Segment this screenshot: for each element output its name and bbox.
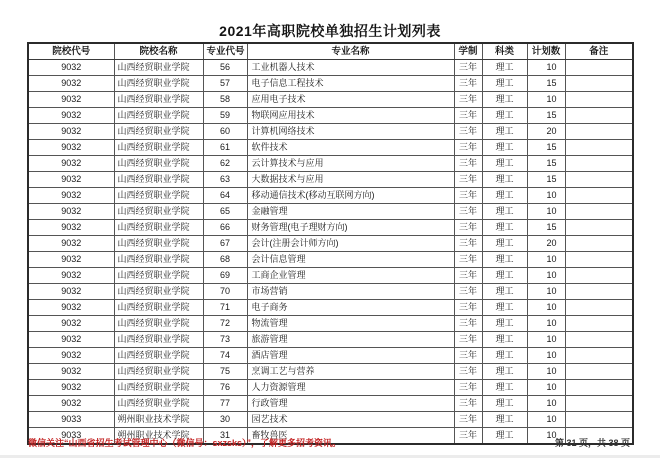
cell-major-name: 电子信息工程技术 (247, 76, 454, 92)
cell-college-name: 山西经贸职业学院 (114, 124, 203, 140)
cell-remark (565, 76, 633, 92)
cell-duration: 三年 (454, 156, 482, 172)
table-row (28, 172, 633, 188)
cell-plan-count: 10 (527, 300, 565, 316)
cell-college-name: 山西经贸职业学院 (114, 76, 203, 92)
cell-major-name: 金融管理 (247, 204, 454, 220)
cell-college-code: 9032 (28, 76, 114, 92)
cell-college-code: 9032 (28, 364, 114, 380)
cell-remark (565, 156, 633, 172)
page-edge-shadow (0, 455, 660, 458)
cell-category: 理工 (482, 76, 527, 92)
cell-plan-count: 10 (527, 60, 565, 76)
cell-plan-count: 15 (527, 156, 565, 172)
cell-remark (565, 204, 633, 220)
cell-major-name: 酒店管理 (247, 348, 454, 364)
cell-college-name: 山西经贸职业学院 (114, 172, 203, 188)
cell-duration: 三年 (454, 300, 482, 316)
cell-college-code: 9032 (28, 140, 114, 156)
cell-duration: 三年 (454, 348, 482, 364)
cell-major-name: 畜牧兽医 (247, 428, 454, 445)
enrollment-plan-table (27, 42, 634, 445)
cell-category: 理工 (482, 140, 527, 156)
cell-remark (565, 124, 633, 140)
page-number-indicator: 第 31 页，共 38 页 (554, 438, 630, 448)
cell-category: 理工 (482, 412, 527, 428)
cell-college-name: 山西经贸职业学院 (114, 396, 203, 412)
cell-remark (565, 412, 633, 428)
table-row (28, 396, 633, 412)
cell-major-name: 财务管理(电子理财方向) (247, 220, 454, 236)
cell-major-code: 59 (203, 108, 247, 124)
cell-college-code: 9032 (28, 380, 114, 396)
cell-remark (565, 380, 633, 396)
cell-major-name: 软件技术 (247, 140, 454, 156)
table-row (28, 124, 633, 140)
cell-remark (565, 108, 633, 124)
cell-major-code: 61 (203, 140, 247, 156)
cell-college-name: 朔州职业技术学院 (114, 412, 203, 428)
cell-college-code: 9032 (28, 188, 114, 204)
cell-college-name: 山西经贸职业学院 (114, 236, 203, 252)
cell-duration: 三年 (454, 364, 482, 380)
cell-duration: 三年 (454, 236, 482, 252)
table-row (28, 364, 633, 380)
table-row (28, 76, 633, 92)
cell-duration: 三年 (454, 252, 482, 268)
cell-major-code: 66 (203, 220, 247, 236)
column-header-category: 科类 (482, 43, 527, 60)
table-row (28, 412, 633, 428)
cell-plan-count: 20 (527, 124, 565, 140)
cell-college-name: 山西经贸职业学院 (114, 300, 203, 316)
cell-college-name: 山西经贸职业学院 (114, 252, 203, 268)
cell-plan-count: 10 (527, 188, 565, 204)
table-row (28, 332, 633, 348)
cell-remark (565, 300, 633, 316)
cell-major-code: 76 (203, 380, 247, 396)
cell-college-name: 山西经贸职业学院 (114, 60, 203, 76)
cell-major-code: 69 (203, 268, 247, 284)
cell-college-name: 山西经贸职业学院 (114, 380, 203, 396)
cell-remark (565, 220, 633, 236)
cell-plan-count: 10 (527, 364, 565, 380)
cell-major-code: 68 (203, 252, 247, 268)
cell-plan-count: 10 (527, 428, 565, 445)
cell-plan-count: 10 (527, 396, 565, 412)
cell-category: 理工 (482, 172, 527, 188)
cell-major-name: 大数据技术与应用 (247, 172, 454, 188)
cell-remark (565, 236, 633, 252)
cell-major-code: 70 (203, 284, 247, 300)
cell-college-code: 9032 (28, 156, 114, 172)
cell-category: 理工 (482, 332, 527, 348)
cell-duration: 三年 (454, 284, 482, 300)
cell-college-code: 9032 (28, 284, 114, 300)
cell-major-name: 移动通信技术(移动互联网方向) (247, 188, 454, 204)
cell-duration: 三年 (454, 92, 482, 108)
cell-plan-count: 10 (527, 380, 565, 396)
cell-college-code: 9032 (28, 172, 114, 188)
cell-major-name: 会计(注册会计师方向) (247, 236, 454, 252)
cell-major-name: 电子商务 (247, 300, 454, 316)
cell-duration: 三年 (454, 428, 482, 445)
column-header-college-name: 院校名称 (114, 43, 203, 60)
cell-college-name: 山西经贸职业学院 (114, 268, 203, 284)
cell-major-name: 市场营销 (247, 284, 454, 300)
cell-college-code: 9032 (28, 300, 114, 316)
column-header-plan-count: 计划数 (527, 43, 565, 60)
cell-duration: 三年 (454, 332, 482, 348)
cell-college-code: 9032 (28, 316, 114, 332)
cell-category: 理工 (482, 156, 527, 172)
table-row (28, 188, 633, 204)
cell-college-name: 山西经贸职业学院 (114, 348, 203, 364)
cell-major-code: 74 (203, 348, 247, 364)
table-row (28, 252, 633, 268)
cell-category: 理工 (482, 396, 527, 412)
cell-plan-count: 15 (527, 140, 565, 156)
cell-category: 理工 (482, 252, 527, 268)
cell-plan-count: 10 (527, 412, 565, 428)
header-row (28, 43, 633, 60)
cell-college-code: 9032 (28, 252, 114, 268)
cell-major-code: 30 (203, 412, 247, 428)
cell-college-code: 9032 (28, 396, 114, 412)
cell-category: 理工 (482, 300, 527, 316)
cell-college-name: 山西经贸职业学院 (114, 140, 203, 156)
table-row (28, 60, 633, 76)
cell-major-code: 57 (203, 76, 247, 92)
cell-category: 理工 (482, 428, 527, 445)
cell-remark (565, 364, 633, 380)
cell-remark (565, 316, 633, 332)
cell-remark (565, 268, 633, 284)
cell-college-code: 9033 (28, 412, 114, 428)
cell-major-name: 旅游管理 (247, 332, 454, 348)
cell-major-name: 烹调工艺与营养 (247, 364, 454, 380)
cell-college-name: 山西经贸职业学院 (114, 92, 203, 108)
cell-category: 理工 (482, 220, 527, 236)
cell-college-name: 朔州职业技术学院 (114, 428, 203, 445)
cell-category: 理工 (482, 204, 527, 220)
table-row (28, 140, 633, 156)
cell-duration: 三年 (454, 140, 482, 156)
cell-duration: 三年 (454, 60, 482, 76)
cell-college-name: 山西经贸职业学院 (114, 220, 203, 236)
cell-college-code: 9032 (28, 204, 114, 220)
cell-category: 理工 (482, 380, 527, 396)
cell-remark (565, 396, 633, 412)
cell-major-code: 63 (203, 172, 247, 188)
cell-category: 理工 (482, 108, 527, 124)
cell-remark (565, 252, 633, 268)
wechat-notice: 微信关注“山西省招生考试管理中心（微信号：sxzsks）”，了解更多招考资讯。 (28, 438, 342, 448)
cell-remark (565, 60, 633, 76)
cell-major-code: 65 (203, 204, 247, 220)
cell-major-code: 56 (203, 60, 247, 76)
cell-plan-count: 10 (527, 284, 565, 300)
cell-college-name: 山西经贸职业学院 (114, 156, 203, 172)
cell-category: 理工 (482, 236, 527, 252)
cell-college-code: 9032 (28, 236, 114, 252)
cell-major-code: 77 (203, 396, 247, 412)
table-row (28, 156, 633, 172)
cell-remark (565, 140, 633, 156)
cell-plan-count: 10 (527, 92, 565, 108)
cell-major-name: 物联网应用技术 (247, 108, 454, 124)
cell-remark (565, 284, 633, 300)
cell-major-name: 计算机网络技术 (247, 124, 454, 140)
table-body (28, 60, 633, 445)
table-row (28, 316, 633, 332)
cell-major-code: 58 (203, 92, 247, 108)
table-row (28, 204, 633, 220)
cell-category: 理工 (482, 316, 527, 332)
table-row (28, 380, 633, 396)
cell-major-name: 园艺技术 (247, 412, 454, 428)
table-row (28, 220, 633, 236)
cell-major-code: 60 (203, 124, 247, 140)
cell-major-code: 31 (203, 428, 247, 445)
cell-remark (565, 332, 633, 348)
cell-plan-count: 10 (527, 316, 565, 332)
table-row (28, 348, 633, 364)
table-row (28, 284, 633, 300)
cell-college-code: 9032 (28, 92, 114, 108)
cell-college-code: 9032 (28, 332, 114, 348)
cell-major-name: 云计算技术与应用 (247, 156, 454, 172)
table-row (28, 108, 633, 124)
cell-plan-count: 15 (527, 220, 565, 236)
cell-remark (565, 188, 633, 204)
cell-college-name: 山西经贸职业学院 (114, 364, 203, 380)
cell-college-code: 9032 (28, 268, 114, 284)
cell-category: 理工 (482, 124, 527, 140)
cell-college-code: 9032 (28, 60, 114, 76)
cell-college-name: 山西经贸职业学院 (114, 204, 203, 220)
cell-college-name: 山西经贸职业学院 (114, 188, 203, 204)
cell-plan-count: 15 (527, 76, 565, 92)
cell-duration: 三年 (454, 396, 482, 412)
cell-major-code: 62 (203, 156, 247, 172)
cell-category: 理工 (482, 364, 527, 380)
cell-duration: 三年 (454, 380, 482, 396)
cell-plan-count: 20 (527, 236, 565, 252)
cell-college-name: 山西经贸职业学院 (114, 284, 203, 300)
cell-category: 理工 (482, 188, 527, 204)
cell-duration: 三年 (454, 76, 482, 92)
cell-duration: 三年 (454, 412, 482, 428)
cell-duration: 三年 (454, 204, 482, 220)
cell-major-name: 工商企业管理 (247, 268, 454, 284)
table-row (28, 236, 633, 252)
cell-major-code: 75 (203, 364, 247, 380)
cell-major-code: 67 (203, 236, 247, 252)
cell-college-name: 山西经贸职业学院 (114, 316, 203, 332)
cell-remark (565, 348, 633, 364)
table-row (28, 268, 633, 284)
cell-category: 理工 (482, 284, 527, 300)
cell-remark (565, 92, 633, 108)
cell-major-name: 工业机器人技术 (247, 60, 454, 76)
cell-major-name: 人力资源管理 (247, 380, 454, 396)
cell-plan-count: 10 (527, 268, 565, 284)
cell-major-name: 物流管理 (247, 316, 454, 332)
cell-duration: 三年 (454, 268, 482, 284)
cell-duration: 三年 (454, 124, 482, 140)
table-row (28, 92, 633, 108)
cell-college-code: 9032 (28, 220, 114, 236)
cell-college-name: 山西经贸职业学院 (114, 332, 203, 348)
cell-plan-count: 10 (527, 204, 565, 220)
cell-duration: 三年 (454, 316, 482, 332)
table-header-row (28, 43, 633, 60)
cell-duration: 三年 (454, 188, 482, 204)
cell-major-name: 行政管理 (247, 396, 454, 412)
cell-plan-count: 10 (527, 252, 565, 268)
page-title: 2021年高职院校单独招生计划列表 (219, 23, 441, 39)
table-row (28, 300, 633, 316)
cell-major-code: 64 (203, 188, 247, 204)
cell-college-code: 9032 (28, 108, 114, 124)
cell-plan-count: 15 (527, 172, 565, 188)
cell-category: 理工 (482, 268, 527, 284)
column-header-duration: 学制 (454, 43, 482, 60)
cell-college-code: 9032 (28, 348, 114, 364)
cell-duration: 三年 (454, 108, 482, 124)
cell-plan-count: 15 (527, 108, 565, 124)
cell-major-name: 应用电子技术 (247, 92, 454, 108)
cell-major-name: 会计信息管理 (247, 252, 454, 268)
cell-plan-count: 10 (527, 332, 565, 348)
column-header-college-code: 院校代号 (28, 43, 114, 60)
cell-plan-count: 10 (527, 348, 565, 364)
cell-duration: 三年 (454, 172, 482, 188)
cell-remark (565, 172, 633, 188)
cell-major-code: 73 (203, 332, 247, 348)
column-header-major-code: 专业代号 (203, 43, 247, 60)
cell-major-code: 72 (203, 316, 247, 332)
column-header-major-name: 专业名称 (247, 43, 454, 60)
cell-college-code: 9032 (28, 124, 114, 140)
cell-major-code: 71 (203, 300, 247, 316)
cell-category: 理工 (482, 92, 527, 108)
cell-college-name: 山西经贸职业学院 (114, 108, 203, 124)
cell-category: 理工 (482, 348, 527, 364)
cell-college-code: 9033 (28, 428, 114, 445)
cell-category: 理工 (482, 60, 527, 76)
column-header-remark: 备注 (565, 43, 633, 60)
cell-duration: 三年 (454, 220, 482, 236)
